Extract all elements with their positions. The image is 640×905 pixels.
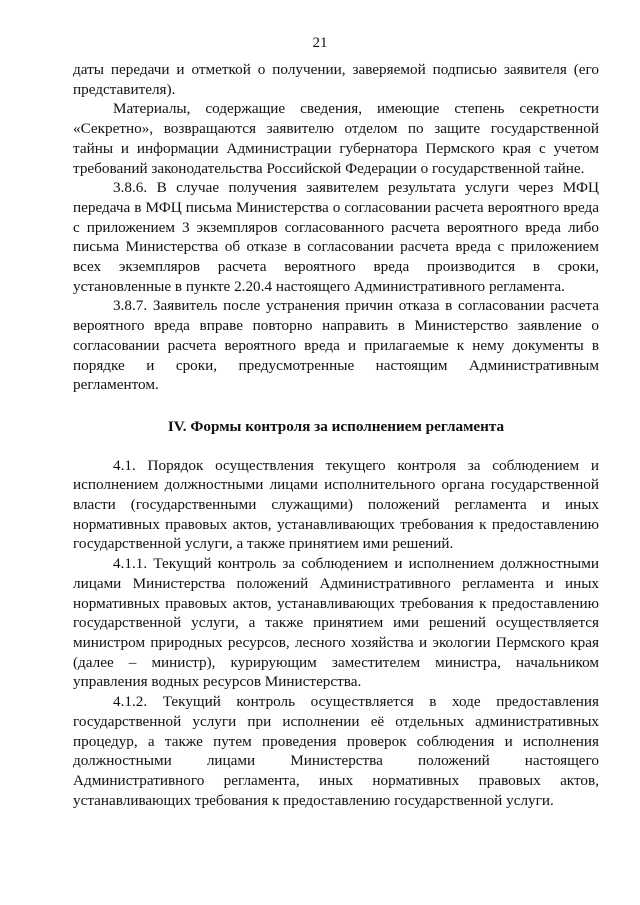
paragraph-secret-materials: Материалы, содержащие сведения, имеющие степень секретности «Секретно», возвращаются заявителю отделом по защите государственной тайны и информации Администрации губернатора Пермского края с учетом требований законодательства Российской Федерации о государственной тайне. bbox=[73, 100, 599, 177]
paragraph-4-1-2: 4.1.2. Текущий контроль осуществляется в ходе предоставления государственной услуги при исполнении её отдельных административных процедур, а также путем проведения проверок соблюдения и исполнения должностными лицами Министерства положений настоящего Административного регламента, иных нормативных правовых актов, устанавливающих требования к предоставлению государственной услуги. bbox=[73, 693, 599, 809]
paragraph-continuation: даты передачи и отметкой о получении, заверяемой подписью заявителя (его представителя). bbox=[73, 61, 599, 98]
page-number: 21 bbox=[312, 35, 328, 51]
paragraph-4-1: 4.1. Порядок осуществления текущего контроля за соблюдением и исполнением должностными лицами исполнительного органа государственной власти (государственными служащими) положений регламента и иных нормативных правовых актов, устанавливающих требования к предоставлению государственной услуги, а также принятием ими решений. bbox=[73, 456, 599, 553]
paragraph-4-1-1: 4.1.1. Текущий контроль за соблюдением и исполнением должностными лицами Министерства положений Административного регламента и иных нормативных правовых актов, устанавливающих требования к предоставлению государственной услуги, а также принятием ими решений осуществляется министром природных ресурсов, лесного хозяйства и экологии Пермского края (далее – министр), курирующим заместителем министра, начальником управления водных ресурсов Министерства. bbox=[73, 555, 599, 691]
paragraph-3-8-6: 3.8.6. В случае получения заявителем результата услуги через МФЦ передача в МФЦ письма Министерства о согласовании расчета вероятного вреда с приложением 3 экземпляров согласованного расчета вероятного вреда либо письма Министерства об отказе в согласовании расчета вреда с приложением всех экземпляров расчета вероятного вреда производится в сроки, установленные в пункте 2.20.4 настоящего Административного регламента. bbox=[73, 179, 599, 295]
paragraph-3-8-7: 3.8.7. Заявитель после устранения причин отказа в согласовании расчета вероятного вреда вправе повторно направить в Министерство заявление о согласовании расчета вероятного вреда и прилагаемые к нему документы в порядке и сроки, предусмотренные настоящим Административным регламентом. bbox=[73, 297, 599, 394]
section-heading: IV. Формы контроля за исполнением регламента bbox=[167, 417, 505, 435]
document-body bbox=[73, 60, 599, 810]
